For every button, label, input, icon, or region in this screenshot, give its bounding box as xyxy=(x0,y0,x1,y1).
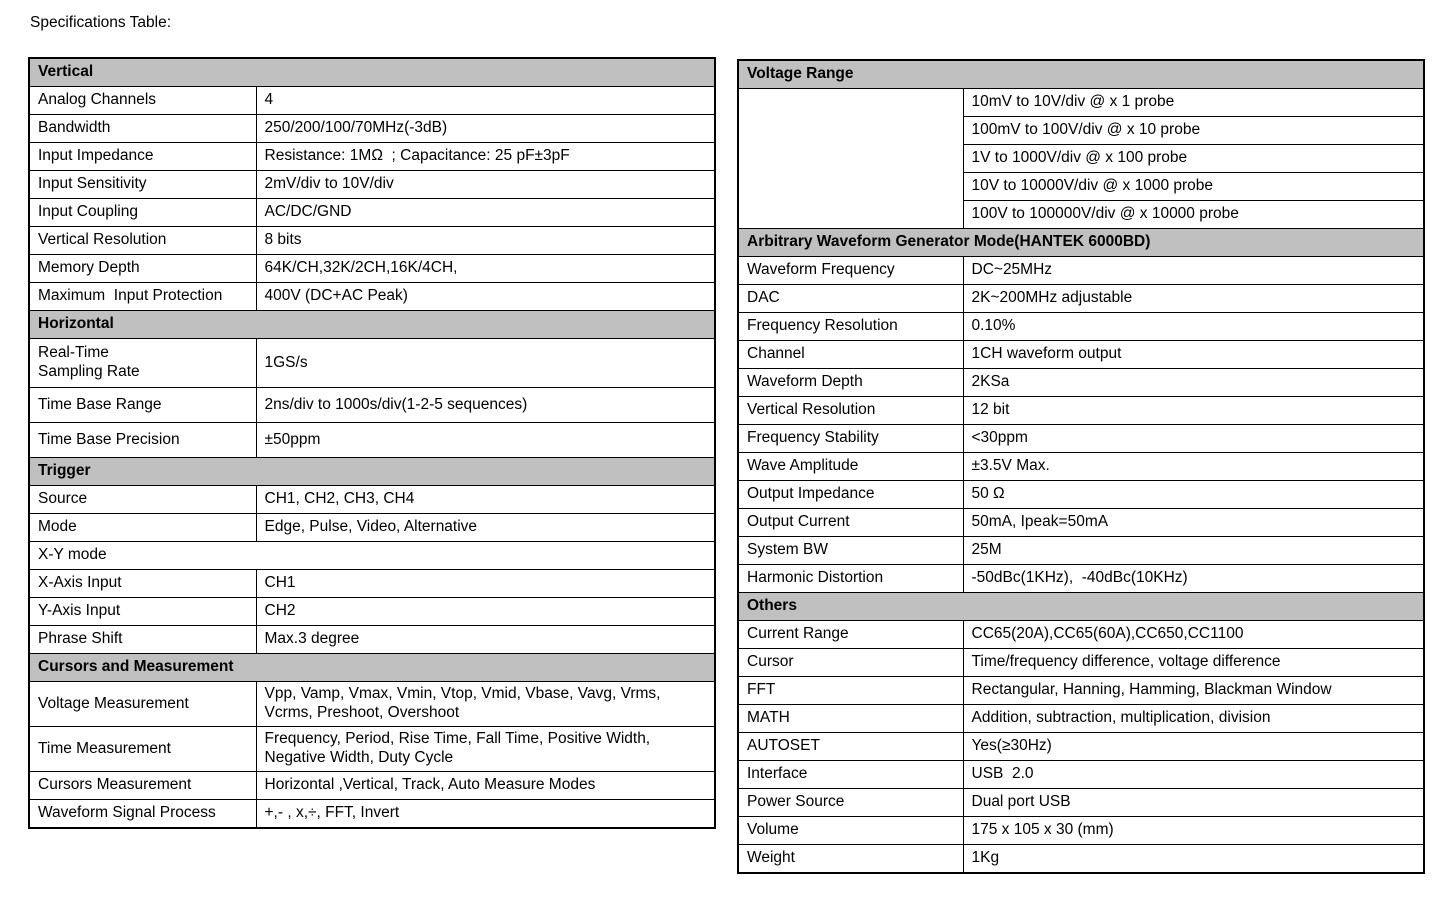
spec-label: Y-Axis Input xyxy=(29,598,256,626)
section-title-others: Others xyxy=(738,593,1424,621)
spec-label: Vertical Resolution xyxy=(29,227,256,255)
spec-value: CH1 xyxy=(256,570,715,598)
spec-row xyxy=(29,800,715,829)
section-header-row-others xyxy=(738,593,1424,621)
spec-value: AC/DC/GND xyxy=(256,199,715,227)
spec-row xyxy=(29,682,715,727)
spec-label: Channel xyxy=(738,341,963,369)
spec-value: 100mV to 100V/div @ x 10 probe xyxy=(963,117,1424,145)
spec-row xyxy=(738,761,1424,789)
section-title-horizontal: Horizontal xyxy=(29,311,715,339)
spec-label: AUTOSET xyxy=(738,733,963,761)
spec-label: Weight xyxy=(738,845,963,874)
spec-value: 2mV/div to 10V/div xyxy=(256,171,715,199)
spec-row xyxy=(29,143,715,171)
spec-label: Mode xyxy=(29,514,256,542)
spec-label: Analog Channels xyxy=(29,87,256,115)
section-header-row-horizontal xyxy=(29,311,715,339)
spec-label: MATH xyxy=(738,705,963,733)
spec-label: System BW xyxy=(738,537,963,565)
spec-row xyxy=(738,509,1424,537)
spec-value: Edge, Pulse, Video, Alternative xyxy=(256,514,715,542)
section-header-row-vertical xyxy=(29,58,715,87)
spec-row xyxy=(738,789,1424,817)
spec-value: 2KSa xyxy=(963,369,1424,397)
spec-value: 25M xyxy=(963,537,1424,565)
spec-label: Volume xyxy=(738,817,963,845)
spec-row xyxy=(29,199,715,227)
spec-row xyxy=(738,565,1424,593)
spec-label: Time Base Precision xyxy=(29,423,256,458)
spec-label: Output Current xyxy=(738,509,963,537)
spec-value: 10mV to 10V/div @ x 1 probe xyxy=(963,89,1424,117)
spec-value: 50 Ω xyxy=(963,481,1424,509)
spec-label: Input Sensitivity xyxy=(29,171,256,199)
spec-row xyxy=(29,255,715,283)
spec-value: USB 2.0 xyxy=(963,761,1424,789)
spec-row xyxy=(738,425,1424,453)
spec-value: 50mA, Ipeak=50mA xyxy=(963,509,1424,537)
spec-value: 10V to 10000V/div @ x 1000 probe xyxy=(963,173,1424,201)
spec-label: FFT xyxy=(738,677,963,705)
spec-value: 250/200/100/70MHz(-3dB) xyxy=(256,115,715,143)
spec-row xyxy=(738,817,1424,845)
spec-label: Output Impedance xyxy=(738,481,963,509)
spec-row xyxy=(738,257,1424,285)
spec-value: DC~25MHz xyxy=(963,257,1424,285)
spec-row xyxy=(29,339,715,388)
spec-row xyxy=(738,537,1424,565)
spec-value: Vpp, Vamp, Vmax, Vmin, Vtop, Vmid, Vbase, Vavg, Vrms, Vcrms, Preshoot, Overshoot xyxy=(256,682,715,727)
section-header-row-trigger xyxy=(29,458,715,486)
spec-value: Addition, subtraction, multiplication, division xyxy=(963,705,1424,733)
section-title-voltage-range: Voltage Range xyxy=(738,60,1424,89)
spec-row xyxy=(29,227,715,255)
spec-label: Waveform Frequency xyxy=(738,257,963,285)
spec-value: 2ns/div to 1000s/div(1-2-5 sequences) xyxy=(256,388,715,423)
spec-row xyxy=(738,649,1424,677)
spec-label: Memory Depth xyxy=(29,255,256,283)
spec-label: Phrase Shift xyxy=(29,626,256,654)
spec-value: Rectangular, Hanning, Hamming, Blackman Window xyxy=(963,677,1424,705)
spec-label: Voltage Measurement xyxy=(29,682,256,727)
page-title: Specifications Table: xyxy=(30,14,172,31)
spec-label: Bandwidth xyxy=(29,115,256,143)
spec-label: X-Axis Input xyxy=(29,570,256,598)
spec-value: Max.3 degree xyxy=(256,626,715,654)
spec-value: Horizontal ,Vertical, Track, Auto Measure Modes xyxy=(256,772,715,800)
spec-value: 175 x 105 x 30 (mm) xyxy=(963,817,1424,845)
spec-row xyxy=(29,87,715,115)
spec-label: Current Range xyxy=(738,621,963,649)
spec-label: Power Source xyxy=(738,789,963,817)
voltage-range-empty-cell xyxy=(738,89,963,229)
left-spec-table xyxy=(28,57,716,829)
spec-value: <30ppm xyxy=(963,425,1424,453)
spec-row xyxy=(29,423,715,458)
spec-row xyxy=(29,598,715,626)
spec-label: Frequency Resolution xyxy=(738,313,963,341)
spec-row xyxy=(738,481,1424,509)
spec-label: Interface xyxy=(738,761,963,789)
spec-row xyxy=(29,626,715,654)
spec-row xyxy=(738,341,1424,369)
section-header-row-cursors xyxy=(29,654,715,682)
spec-label: Vertical Resolution xyxy=(738,397,963,425)
spec-label: Time Base Range xyxy=(29,388,256,423)
spec-row xyxy=(29,772,715,800)
spec-row xyxy=(29,388,715,423)
spec-value: 4 xyxy=(256,87,715,115)
spec-value: Time/frequency difference, voltage difference xyxy=(963,649,1424,677)
spec-row xyxy=(738,845,1424,874)
spec-label: Cursors Measurement xyxy=(29,772,256,800)
spec-row xyxy=(29,115,715,143)
spec-value: Resistance: 1MΩ ; Capacitance: 25 pF±3pF xyxy=(256,143,715,171)
spec-value: 64K/CH,32K/2CH,16K/4CH, xyxy=(256,255,715,283)
spec-value: 1GS/s xyxy=(256,339,715,388)
spec-row xyxy=(29,171,715,199)
spec-value: 1V to 1000V/div @ x 100 probe xyxy=(963,145,1424,173)
spec-value: ±50ppm xyxy=(256,423,715,458)
spec-value: ±3.5V Max. xyxy=(963,453,1424,481)
spec-value: -50dBc(1KHz), -40dBc(10KHz) xyxy=(963,565,1424,593)
spec-value: 0.10% xyxy=(963,313,1424,341)
spec-row xyxy=(738,369,1424,397)
spec-label: Time Measurement xyxy=(29,727,256,772)
spec-row xyxy=(738,733,1424,761)
spec-label: Cursor xyxy=(738,649,963,677)
spec-value: Dual port USB xyxy=(963,789,1424,817)
section-title-trigger: Trigger xyxy=(29,458,715,486)
spec-row xyxy=(738,453,1424,481)
section-header-row-awg xyxy=(738,229,1424,257)
spec-label: Input Impedance xyxy=(29,143,256,171)
spec-row xyxy=(29,283,715,311)
spec-label: Waveform Signal Process xyxy=(29,800,256,829)
xy-mode-label: X-Y mode xyxy=(29,542,715,570)
spec-value: 2K~200MHz adjustable xyxy=(963,285,1424,313)
spec-row xyxy=(738,677,1424,705)
spec-value: Yes(≥30Hz) xyxy=(963,733,1424,761)
spec-label: Harmonic Distortion xyxy=(738,565,963,593)
spec-value: CH2 xyxy=(256,598,715,626)
spec-label: Source xyxy=(29,486,256,514)
spec-value: 12 bit xyxy=(963,397,1424,425)
spec-value: 100V to 100000V/div @ x 10000 probe xyxy=(963,201,1424,229)
spec-row xyxy=(738,313,1424,341)
spec-label: Frequency Stability xyxy=(738,425,963,453)
spec-row xyxy=(738,621,1424,649)
right-spec-table xyxy=(737,59,1425,874)
section-title-awg: Arbitrary Waveform Generator Mode(HANTEK 6000BD) xyxy=(738,229,1424,257)
spec-row xyxy=(738,705,1424,733)
spec-row xyxy=(29,570,715,598)
section-title-cursors: Cursors and Measurement xyxy=(29,654,715,682)
spec-row xyxy=(29,727,715,772)
spec-row xyxy=(738,285,1424,313)
spec-value: CH1, CH2, CH3, CH4 xyxy=(256,486,715,514)
spec-label: Waveform Depth xyxy=(738,369,963,397)
spec-value: Frequency, Period, Rise Time, Fall Time, Positive Width, Negative Width, Duty Cycle xyxy=(256,727,715,772)
spec-row xyxy=(29,514,715,542)
spec-label: Real-Time Sampling Rate xyxy=(29,339,256,388)
section-header-row-voltage-range xyxy=(738,60,1424,89)
spec-label: Wave Amplitude xyxy=(738,453,963,481)
spec-label: Input Coupling xyxy=(29,199,256,227)
spec-value: 400V (DC+AC Peak) xyxy=(256,283,715,311)
spec-row xyxy=(738,397,1424,425)
spec-row xyxy=(29,486,715,514)
spec-value: 1CH waveform output xyxy=(963,341,1424,369)
spec-value: 1Kg xyxy=(963,845,1424,874)
section-title-vertical: Vertical xyxy=(29,58,715,87)
spec-value: 8 bits xyxy=(256,227,715,255)
spec-value: CC65(20A),CC65(60A),CC650,CC1100 xyxy=(963,621,1424,649)
xy-mode-row xyxy=(29,542,715,570)
spec-label: DAC xyxy=(738,285,963,313)
spec-label: Maximum Input Protection xyxy=(29,283,256,311)
spec-value: +,- , x,÷, FFT, Invert xyxy=(256,800,715,829)
spec-row xyxy=(738,89,1424,117)
